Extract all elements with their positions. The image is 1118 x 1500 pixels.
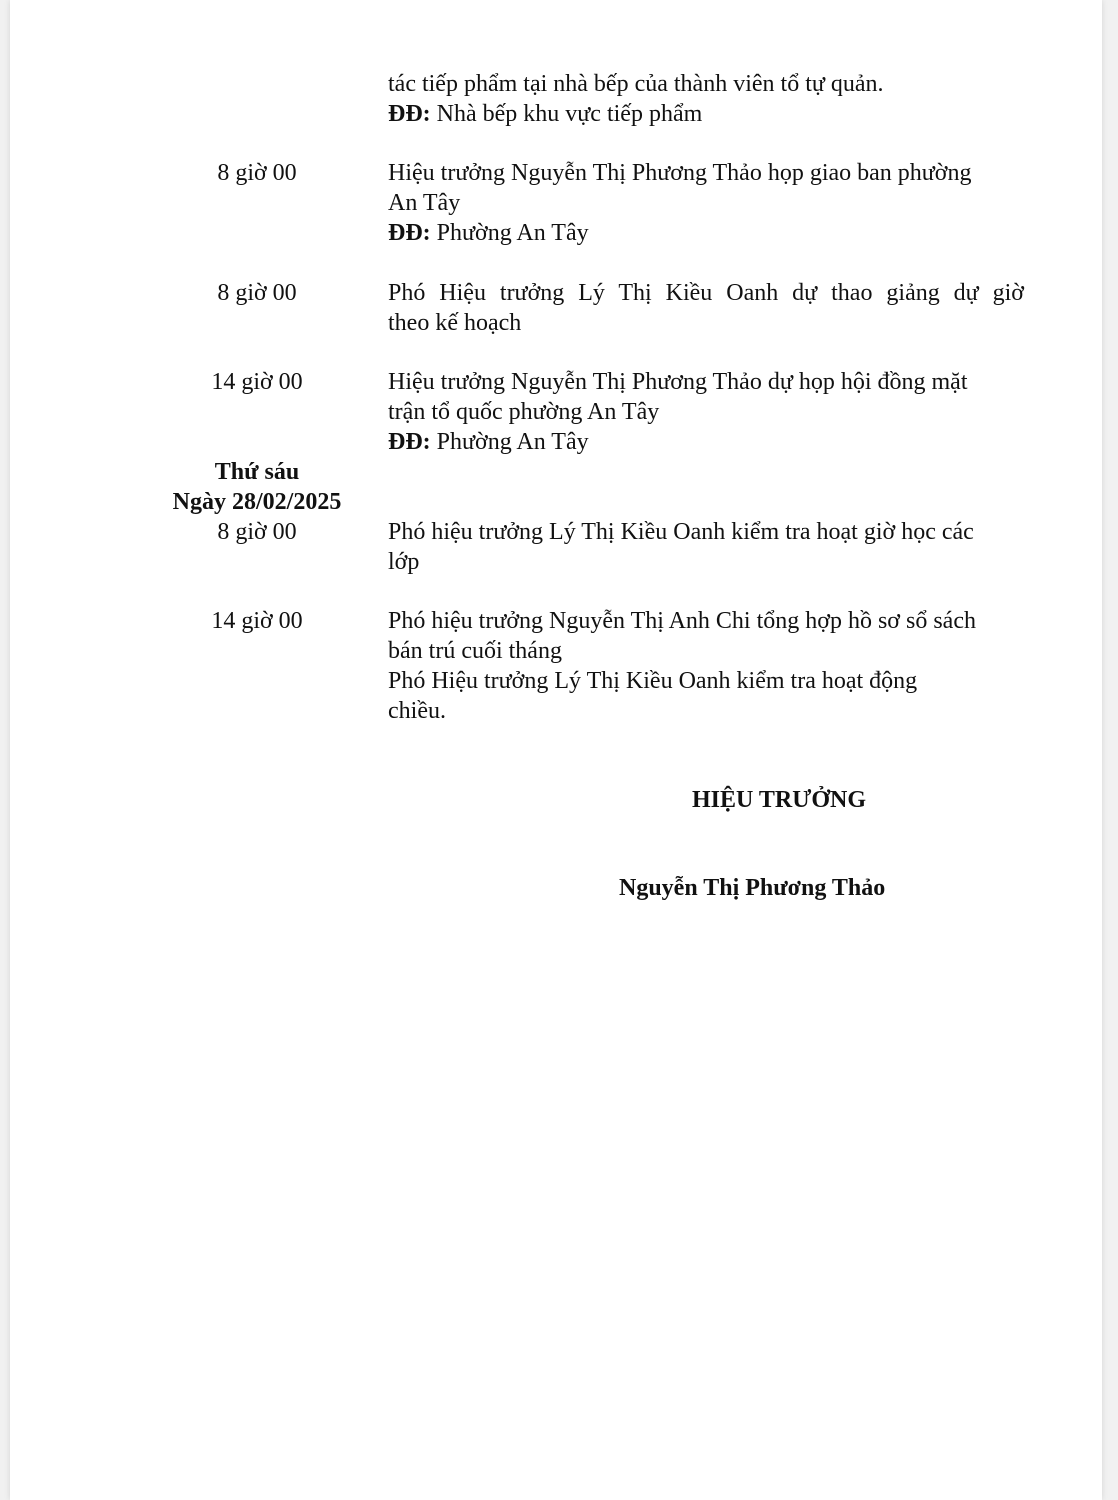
entry-0-line-0: tác tiếp phẩm tại nhà bếp của thành viên tổ tự quản. bbox=[388, 71, 884, 97]
entry-2-time: 8 giờ 00 bbox=[217, 280, 297, 306]
entry-1-line-0: Hiệu trưởng Nguyễn Thị Phương Thảo họp giao ban phường bbox=[388, 160, 972, 186]
day-entry-0-line-1: lớp bbox=[388, 549, 420, 575]
day-entry-1-line-1: bán trú cuối tháng bbox=[388, 638, 562, 664]
entry-0-location bbox=[388, 99, 1024, 129]
day-entry-0-time: 8 giờ 00 bbox=[217, 519, 297, 545]
entry-2-line-0: Phó Hiệu trưởng Lý Thị Kiều Oanh dự thao giảng dự giờ bbox=[388, 280, 1024, 306]
day-entry-1-line-2: Phó Hiệu trưởng Lý Thị Kiều Oanh kiểm tra hoạt động bbox=[388, 668, 918, 694]
day-weekday: Thứ sáu bbox=[214, 459, 300, 485]
day-entry-1-line-0: Phó hiệu trưởng Nguyễn Thị Anh Chi tổng hợp hồ sơ sổ sách bbox=[388, 608, 976, 634]
document-page bbox=[10, 0, 1102, 1500]
entry-1-location bbox=[388, 218, 1024, 248]
day-entry-1-line-3: chiều. bbox=[388, 698, 446, 724]
entry-3-line-0: Hiệu trưởng Nguyễn Thị Phương Thảo dự họp hội đồng mặt bbox=[388, 369, 968, 395]
location-value: Phường An Tây bbox=[436, 220, 589, 246]
location-label: ĐĐ: bbox=[388, 429, 431, 455]
entry-3-line-1: trận tổ quốc phường An Tây bbox=[388, 399, 660, 425]
entry-3-time: 14 giờ 00 bbox=[211, 369, 303, 395]
entry-1-time: 8 giờ 00 bbox=[217, 160, 297, 186]
entry-1-line-1: An Tây bbox=[388, 190, 461, 216]
location-value: Nhà bếp khu vực tiếp phẩm bbox=[436, 101, 703, 127]
day-entry-0-line-0: Phó hiệu trưởng Lý Thị Kiều Oanh kiểm tra hoạt giờ học các bbox=[388, 519, 974, 545]
signature-name: Nguyễn Thị Phương Thảo bbox=[619, 875, 886, 901]
signature-title: HIỆU TRƯỞNG bbox=[692, 787, 867, 813]
location-value: Phường An Tây bbox=[436, 429, 589, 455]
entry-3-location bbox=[388, 427, 1024, 457]
location-label: ĐĐ: bbox=[388, 220, 431, 246]
day-date: Ngày 28/02/2025 bbox=[172, 489, 342, 515]
day-entry-1-time: 14 giờ 00 bbox=[211, 608, 303, 634]
location-label: ĐĐ: bbox=[388, 101, 431, 127]
entry-2-line-1: theo kế hoạch bbox=[388, 310, 522, 336]
